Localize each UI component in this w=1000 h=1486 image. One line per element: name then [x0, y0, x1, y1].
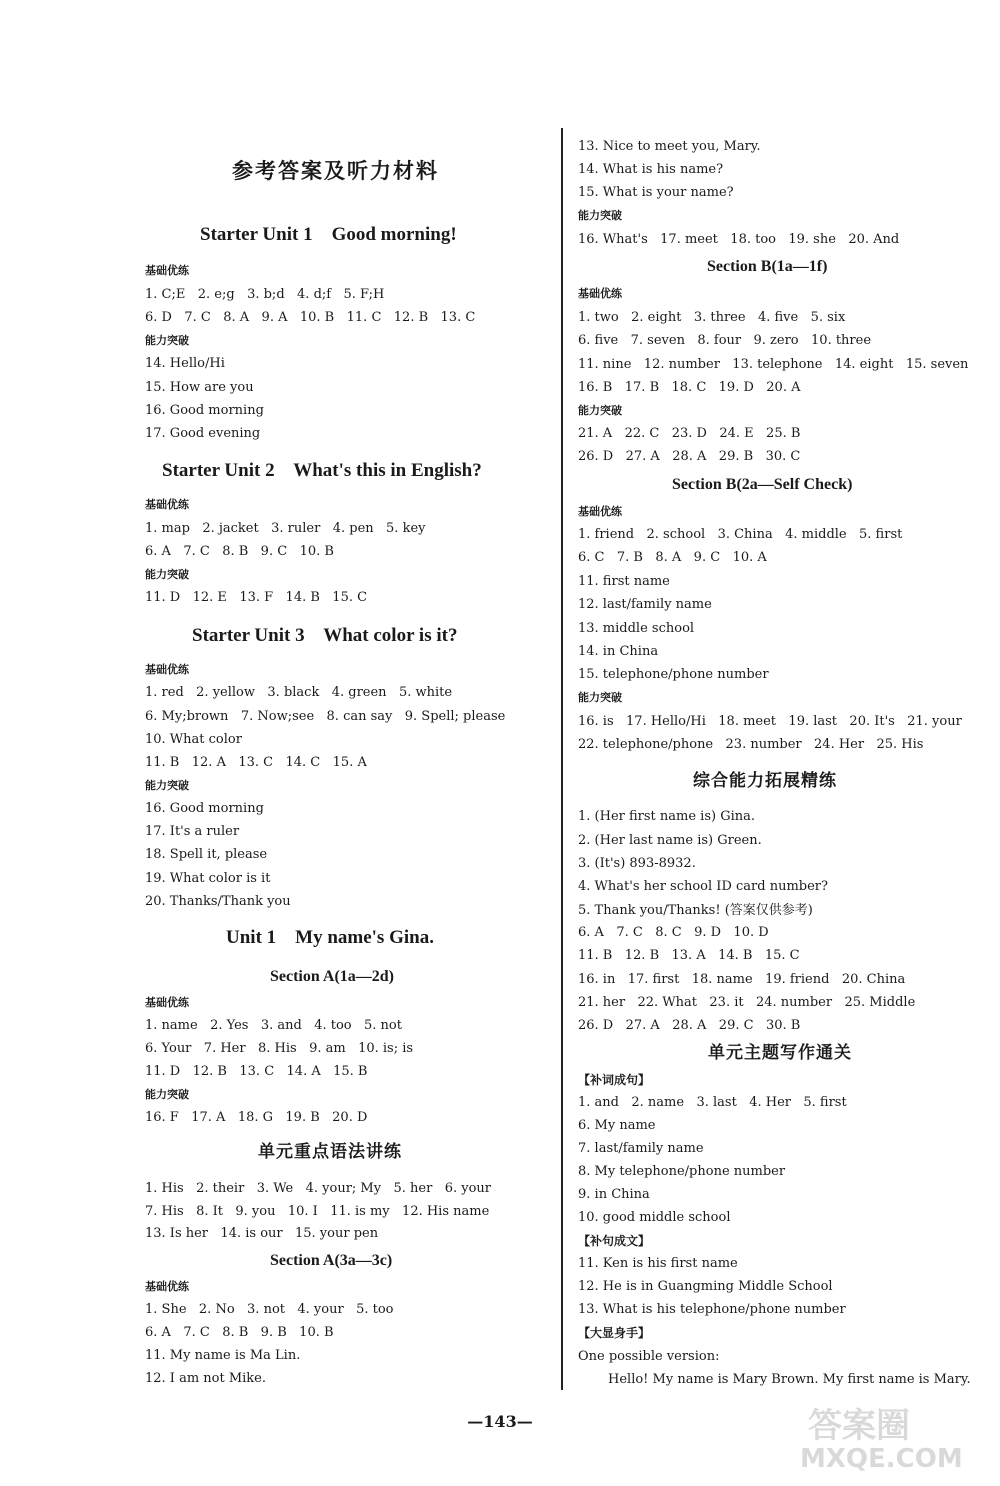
section-label: 能力突破 — [145, 334, 189, 347]
answer-line: 4. What's her school ID card number? — [578, 879, 828, 894]
answer-line: 5. Thank you/Thanks! (答案仅供参考) — [578, 903, 813, 918]
answer-line: 18. Spell it, please — [145, 847, 268, 862]
answer-line: 2. (Her last name is) Green. — [578, 833, 762, 848]
unit-heading: Starter Unit 1 Good morning! — [200, 224, 457, 245]
section-label: 基础优练 — [578, 505, 622, 518]
section-heading: Section A(1a—2d) — [270, 968, 394, 985]
answer-line: 6. My;brown 7. Now;see 8. can say 9. Spell; please — [145, 709, 506, 724]
answer-line: 16. Good morning — [145, 801, 264, 816]
answer-line: 9. in China — [578, 1187, 650, 1202]
section-label: 基础优练 — [578, 287, 622, 300]
answer-line: 13. Is her 14. is our 15. your pen — [145, 1226, 379, 1241]
answer-line: 19. What color is it — [145, 871, 271, 886]
answer-line: 14. Hello/Hi — [145, 356, 225, 371]
column-divider — [561, 128, 563, 1390]
answer-line: 15. telephone/phone number — [578, 667, 769, 682]
watermark-bottom: MXQE.COM — [800, 1444, 963, 1474]
answer-line: 6. D 7. C 8. A 9. A 10. B 11. C 12. B 13. C — [145, 310, 476, 325]
page-number: —143— — [467, 1412, 533, 1431]
section-label: 基础优练 — [145, 663, 189, 676]
answer-line: 11. B 12. B 13. A 14. B 15. C — [578, 948, 800, 963]
answer-line: 11. D 12. B 13. C 14. A 15. B — [145, 1064, 368, 1079]
section-heading: Section B(2a—Self Check) — [672, 476, 853, 493]
answer-line: 8. My telephone/phone number — [578, 1164, 786, 1179]
answer-line: 16. in 17. first 18. name 19. friend 20. China — [578, 972, 906, 987]
answer-line: 1. and 2. name 3. last 4. Her 5. first — [578, 1095, 847, 1110]
answer-line: 1. map 2. jacket 3. ruler 4. pen 5. key — [145, 521, 426, 536]
unit-heading: Starter Unit 3 What color is it? — [192, 625, 458, 646]
answer-line: 12. last/family name — [578, 597, 712, 612]
answer-line: 6. A 7. C 8. B 9. B 10. B — [145, 1325, 334, 1340]
answer-line: 13. Nice to meet you, Mary. — [578, 139, 761, 154]
section-label: 基础优练 — [145, 264, 189, 277]
answer-line: 16. B 17. B 18. C 19. D 20. A — [578, 380, 801, 395]
answer-line: 26. D 27. A 28. A 29. C 30. B — [578, 1018, 801, 1033]
answer-line: 11. first name — [578, 574, 670, 589]
section-label: 基础优练 — [145, 996, 189, 1009]
section-heading: 单元重点语法讲练 — [258, 1142, 402, 1162]
answer-line: 1. name 2. Yes 3. and 4. too 5. not — [145, 1018, 402, 1033]
answer-line: 21. A 22. C 23. D 24. E 25. B — [578, 426, 801, 441]
section-heading: Section A(3a—3c) — [270, 1252, 393, 1269]
answer-line: 14. What is his name? — [578, 162, 724, 177]
section-heading: 单元主题写作通关 — [708, 1043, 852, 1063]
answer-line: 6. A 7. C 8. B 9. C 10. B — [145, 544, 334, 559]
answer-line: 7. His 8. It 9. you 10. I 11. is my 12. His name — [145, 1204, 490, 1219]
section-label: 【补句成文】 — [578, 1234, 651, 1248]
answer-line: 13. middle school — [578, 621, 695, 636]
answer-line: 1. She 2. No 3. not 4. your 5. too — [145, 1302, 394, 1317]
answer-line: 16. Good morning — [145, 403, 264, 418]
section-label: 基础优练 — [145, 1280, 189, 1293]
answer-line: 6. Your 7. Her 8. His 9. am 10. is; is — [145, 1041, 414, 1056]
section-label: 能力突破 — [145, 1088, 189, 1101]
watermark-top: 答案圈 — [808, 1406, 910, 1446]
answer-line: 15. How are you — [145, 380, 254, 395]
answer-line: 1. two 2. eight 3. three 4. five 5. six — [578, 310, 846, 325]
section-label: 能力突破 — [578, 691, 622, 704]
section-heading: Section B(1a—1f) — [707, 258, 828, 275]
answer-line: 11. B 12. A 13. C 14. C 15. A — [145, 755, 367, 770]
answer-line: 15. What is your name? — [578, 185, 734, 200]
answer-line: 20. Thanks/Thank you — [145, 894, 291, 909]
answer-line: 1. friend 2. school 3. China 4. middle 5. first — [578, 527, 903, 542]
answer-line: 1. His 2. their 3. We 4. your; My 5. her 6. your — [145, 1181, 491, 1196]
answer-line: 12. I am not Mike. — [145, 1371, 267, 1386]
answer-line: 6. My name — [578, 1118, 656, 1133]
section-heading: 综合能力拓展精练 — [693, 771, 837, 791]
answer-line: 16. is 17. Hello/Hi 18. meet 19. last 20. It's 21. your — [578, 714, 962, 729]
section-label: 基础优练 — [145, 498, 189, 511]
answer-line: 1. C;E 2. e;g 3. b;d 4. d;f 5. F;H — [145, 287, 385, 302]
section-label: 能力突破 — [145, 779, 189, 792]
answer-line: 10. What color — [145, 732, 242, 747]
section-label: 能力突破 — [145, 568, 189, 581]
answer-line: 17. It's a ruler — [145, 824, 240, 839]
answer-line: 6. A 7. C 8. C 9. D 10. D — [578, 925, 769, 940]
section-label: 能力突破 — [578, 404, 622, 417]
answer-line: 11. My name is Ma Lin. — [145, 1348, 301, 1363]
answer-line: 13. What is his telephone/phone number — [578, 1302, 846, 1317]
page-title: 参考答案及听力材料 — [232, 159, 439, 183]
answer-line: 16. F 17. A 18. G 19. B 20. D — [145, 1110, 368, 1125]
answer-line: 7. last/family name — [578, 1141, 704, 1156]
answer-line: 16. What's 17. meet 18. too 19. she 20. And — [578, 232, 900, 247]
answer-line: 22. telephone/phone 23. number 24. Her 25. His — [578, 737, 924, 752]
answer-line: 11. nine 12. number 13. telephone 14. eight 15. seven — [578, 357, 969, 372]
answer-line: 11. Ken is his first name — [578, 1256, 738, 1271]
answer-line: 1. red 2. yellow 3. black 4. green 5. white — [145, 685, 453, 700]
answer-line: 10. good middle school — [578, 1210, 731, 1225]
answer-line: 11. D 12. E 13. F 14. B 15. C — [145, 590, 368, 605]
section-label: 能力突破 — [578, 209, 622, 222]
answer-line: 26. D 27. A 28. A 29. B 30. C — [578, 449, 801, 464]
unit-heading: Unit 1 My name's Gina. — [226, 927, 434, 948]
answer-line: 3. (It's) 893-8932. — [578, 856, 696, 871]
answer-line: 6. C 7. B 8. A 9. C 10. A — [578, 550, 767, 565]
answer-line: 17. Good evening — [145, 426, 261, 441]
answer-line: 21. her 22. What 23. it 24. number 25. Middle — [578, 995, 916, 1010]
answer-line: Hello! My name is Mary Brown. My first name is Mary. — [608, 1372, 971, 1387]
answer-line: One possible version: — [578, 1349, 720, 1364]
section-label: 【补词成句】 — [578, 1073, 651, 1087]
answer-line: 12. He is in Guangming Middle School — [578, 1279, 833, 1294]
answer-line: 1. (Her first name is) Gina. — [578, 809, 756, 824]
answer-line: 6. five 7. seven 8. four 9. zero 10. three — [578, 333, 872, 348]
answer-line: 14. in China — [578, 644, 659, 659]
section-label: 【大显身手】 — [578, 1326, 651, 1340]
watermark-logo — [778, 1398, 978, 1478]
unit-heading: Starter Unit 2 What's this in English? — [162, 460, 482, 481]
